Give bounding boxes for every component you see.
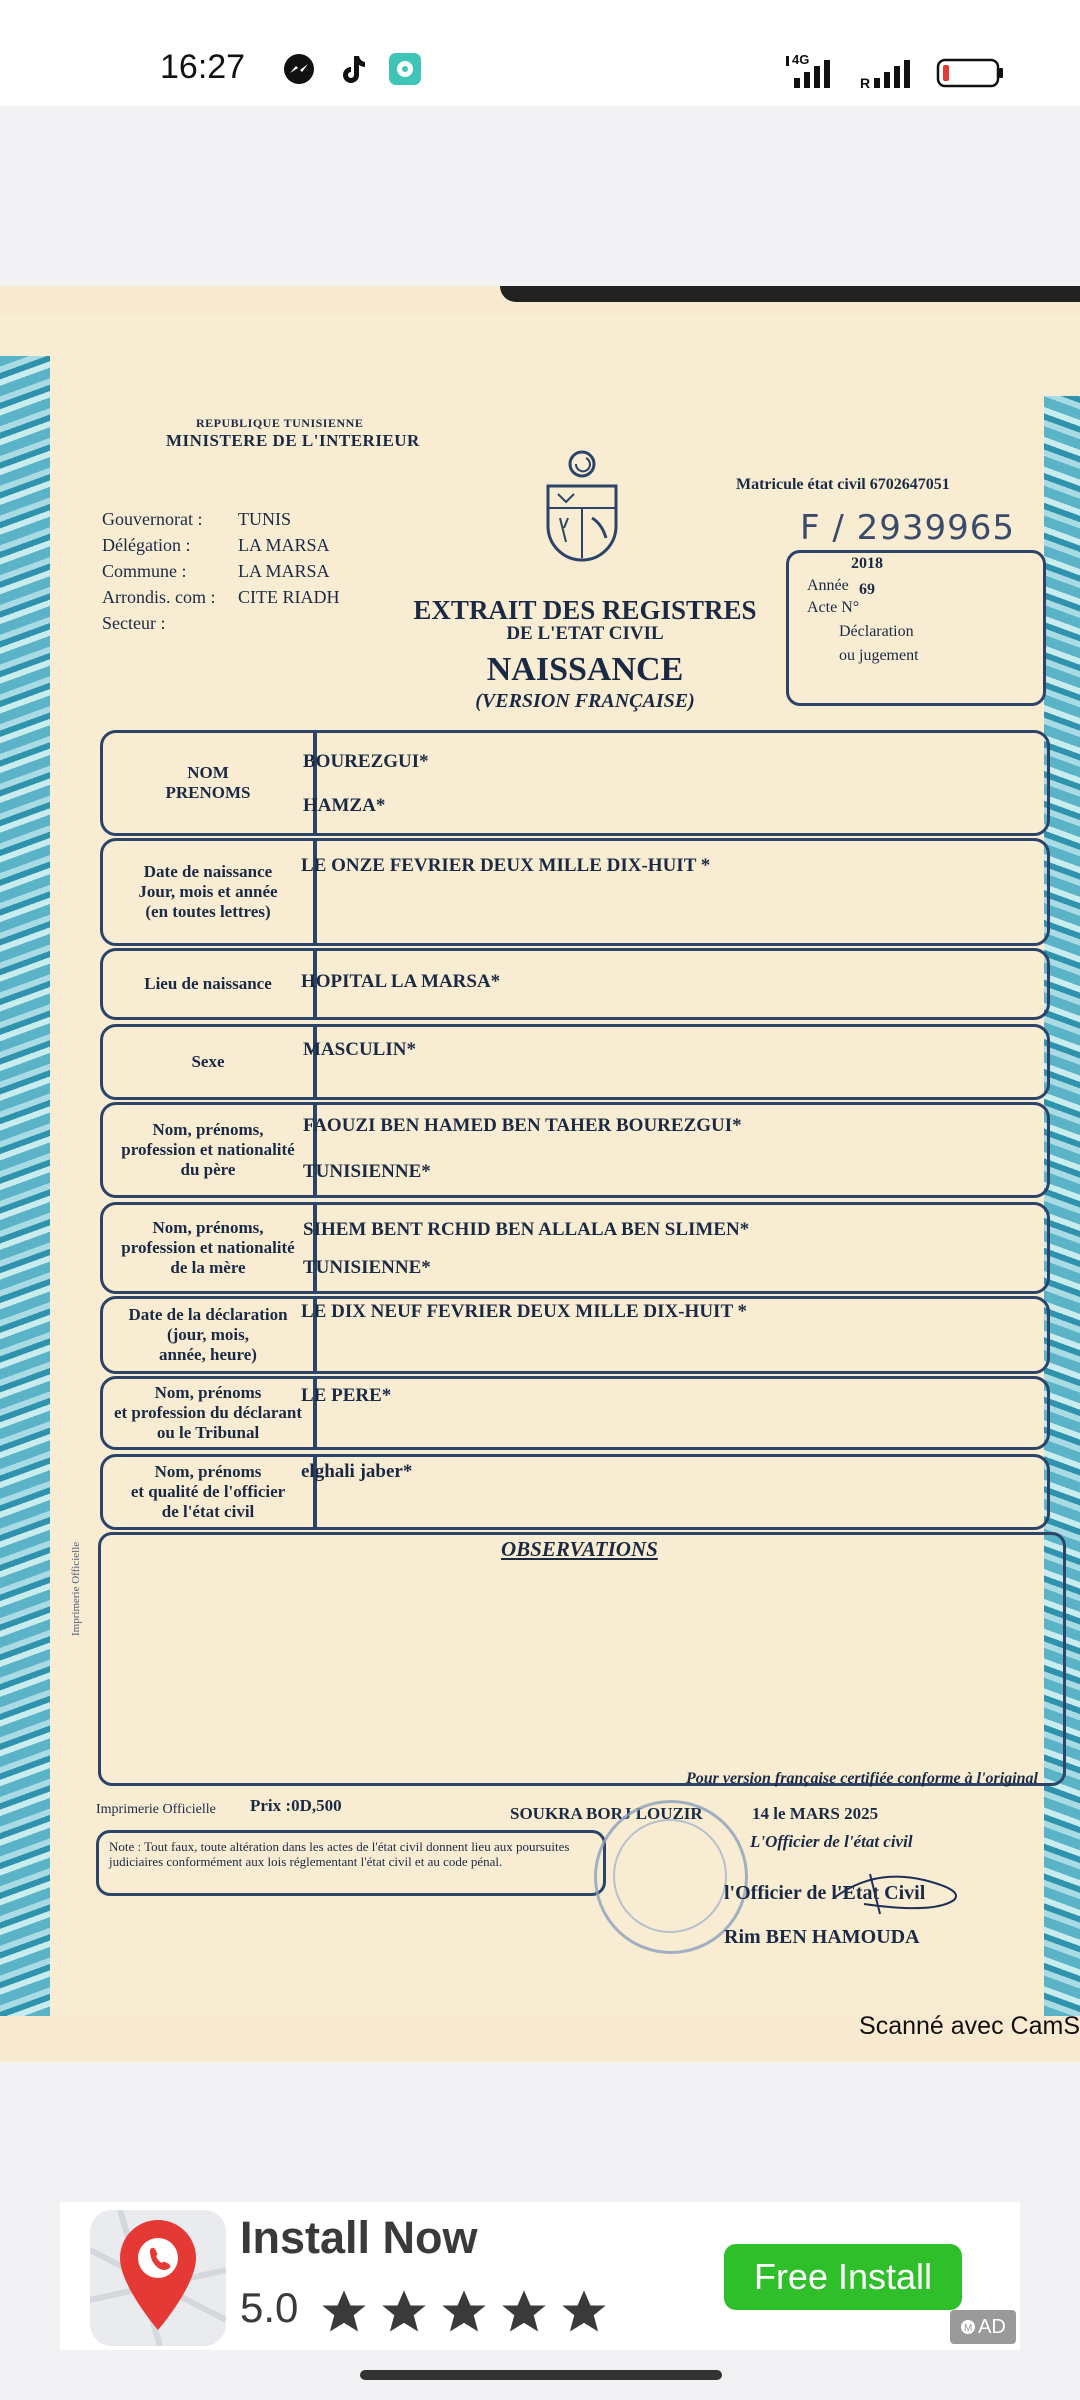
signal-roaming-icon [860, 52, 926, 90]
row-label-text: Nom, prénoms et qualité de l'officier de l'état civil [130, 1462, 286, 1521]
admin-label: Arrondis. com : [102, 587, 216, 607]
header-ministry: MINISTERE DE L'INTERIEUR [166, 431, 420, 450]
row-value-nationality: TUNISIENNE* [303, 1161, 431, 1182]
row-value: LE PERE* [301, 1385, 392, 1406]
observations-title: OBSERVATIONS [501, 1537, 658, 1561]
app-notification-icon [388, 52, 422, 86]
ad-rating: 5.0 [240, 2284, 299, 2331]
row-label [103, 1457, 317, 1527]
imprimerie: Imprimerie Officielle [96, 1802, 216, 1817]
tunisian-emblem-icon [540, 446, 624, 576]
ad-stars [318, 2286, 610, 2338]
issue-place: SOUKRA BORJ LOUZIR [510, 1804, 703, 1823]
row-lieu-naissance [100, 948, 1050, 1020]
row-label-text: Date de la déclaration (jour, mois, année, heure) [128, 1305, 288, 1364]
signal-icon [784, 52, 850, 90]
svg-text:M: M [964, 2323, 973, 2334]
map-pin-phone-icon [90, 2210, 226, 2346]
admin-value: CITE RIADH [238, 587, 340, 607]
row-nom-prenoms [100, 730, 1050, 836]
star-icon [318, 2286, 370, 2338]
issue-date: 14 le MARS 2025 [752, 1804, 879, 1823]
ad-badge-label: AD [978, 2315, 1006, 2338]
star-icon [438, 2286, 490, 2338]
scanner-caption: Scanné avec CamS [859, 2012, 1080, 2040]
declaration-label: Déclaration [839, 623, 914, 640]
row-value: LE ONZE FEVRIER DEUX MILLE DIX-HUIT * [301, 855, 711, 876]
row-value: MASCULIN* [303, 1039, 416, 1060]
scan-shadow [500, 286, 1080, 302]
star-icon [378, 2286, 430, 2338]
tiktok-icon [336, 52, 370, 86]
row-value-name: SIHEM BENT RCHID BEN ALLALA BEN SLIMEN* [303, 1219, 750, 1240]
row-label [103, 841, 317, 943]
viewer-top-area [0, 106, 1080, 286]
row-date-naissance [100, 838, 1050, 946]
star-icon [498, 2286, 550, 2338]
matricule [736, 476, 950, 494]
legal-note: Note : Tout faux, toute altération dans les actes de l'état civil donnent lieu aux poursuites judiciaires conformément aux lois réglementant l'état civil et au code pénal. [96, 1830, 606, 1896]
row-label-text: Sexe [191, 1052, 225, 1071]
observations-box [98, 1532, 1066, 1786]
officer-name: Rim BEN HAMOUDA [724, 1926, 920, 1948]
side-print: Imprimerie Officielle [70, 1541, 82, 1636]
signature-mark [830, 1868, 970, 1918]
jugement-label: ou jugement [839, 647, 919, 664]
network-type: 4G [792, 52, 810, 67]
row-value-name: FAOUZI BEN HAMED BEN TAHER BOUREZGUI* [303, 1115, 742, 1136]
row-label [103, 1379, 317, 1447]
decorative-border-left [0, 356, 50, 2016]
messenger-icon [282, 52, 316, 86]
star-icon [558, 2286, 610, 2338]
annee-value: 2018 [851, 555, 883, 572]
annee-label: Année [807, 577, 849, 594]
title-naissance: NAISSANCE [486, 651, 684, 688]
signature-line: l'Officier de l'Etat Civil [724, 1882, 926, 1904]
matricule-label: Matricule état civil [736, 476, 866, 493]
document-title [410, 596, 760, 712]
admin-value: LA MARSA [238, 561, 330, 581]
status-time: 16:27 [160, 48, 246, 86]
prix: Prix :0D,500 [250, 1796, 342, 1815]
ad-info-icon [960, 2319, 976, 2335]
admin-info [102, 506, 340, 636]
status-right-cluster [784, 50, 1006, 90]
acte-value: 69 [859, 581, 875, 598]
matricule-value: 6702647051 [869, 476, 950, 493]
admin-label: Gouvernorat : [102, 509, 203, 529]
row-value-nationality: TUNISIENNE* [303, 1257, 431, 1278]
row-label-text: Nom, prénoms, profession et nationalité de la mère [121, 1218, 295, 1277]
serial-number: F / 2939965 [800, 508, 1016, 548]
admin-value: LA MARSA [238, 535, 330, 555]
certified-statement: Pour version française certifiée conforme à l'original [686, 1770, 1038, 1787]
row-value-prenom: HAMZA* [303, 795, 386, 816]
row-date-declaration [100, 1296, 1050, 1374]
header-republic: REPUBLIQUE TUNISIENNE [196, 416, 364, 430]
row-label [103, 1299, 317, 1371]
battery-low-icon [936, 56, 1006, 90]
row-label-text: NOM PRENOMS [165, 763, 251, 802]
scanned-document-image[interactable] [0, 286, 1080, 2062]
ad-badge[interactable] [950, 2310, 1016, 2344]
title-line2: DE L'ETAT CIVIL [506, 623, 664, 644]
birth-certificate [0, 316, 1080, 2016]
row-value: LE DIX NEUF FEVRIER DEUX MILLE DIX-HUIT * [301, 1301, 748, 1322]
row-officier [100, 1454, 1050, 1530]
admin-label: Délégation : [102, 535, 191, 555]
ad-app-icon[interactable] [90, 2210, 226, 2346]
admin-label: Commune : [102, 561, 187, 581]
row-label-text: Lieu de naissance [144, 974, 272, 993]
ad-title[interactable]: Install Now [240, 2212, 478, 2263]
row-pere [100, 1102, 1050, 1198]
row-value-nom: BOUREZGUI* [303, 751, 429, 772]
row-label [103, 1105, 317, 1195]
row-value: elghali jaber* [301, 1461, 413, 1482]
acte-box [786, 550, 1046, 706]
row-label [103, 733, 317, 833]
title-version: (VERSION FRANÇAISE) [475, 690, 695, 712]
row-label-text: Nom, prénoms et profession du déclarant ou le Tribunal [113, 1383, 303, 1442]
row-label [103, 1027, 317, 1097]
home-indicator[interactable] [360, 2370, 722, 2380]
officer-title: L'Officier de l'état civil [750, 1832, 913, 1851]
row-value: HOPITAL LA MARSA* [301, 971, 501, 992]
row-label [103, 951, 317, 1017]
row-sexe [100, 1024, 1050, 1100]
row-label-text: Date de naissance Jour, mois et année (en toutes lettres) [138, 862, 278, 921]
ad-banner[interactable] [60, 2202, 1020, 2350]
acte-label: Acte N° [807, 599, 860, 616]
sim2-indicator: R [860, 75, 871, 90]
title-line1: EXTRAIT DES REGISTRES [413, 595, 757, 625]
row-declarant [100, 1376, 1050, 1450]
admin-value: TUNIS [238, 509, 291, 529]
row-label-text: Nom, prénoms, profession et nationalité du père [121, 1120, 295, 1179]
free-install-button[interactable]: Free Install [724, 2244, 962, 2310]
admin-label: Secteur : [102, 613, 166, 633]
row-label [103, 1205, 317, 1291]
row-mere [100, 1202, 1050, 1294]
status-bar [0, 0, 1080, 106]
